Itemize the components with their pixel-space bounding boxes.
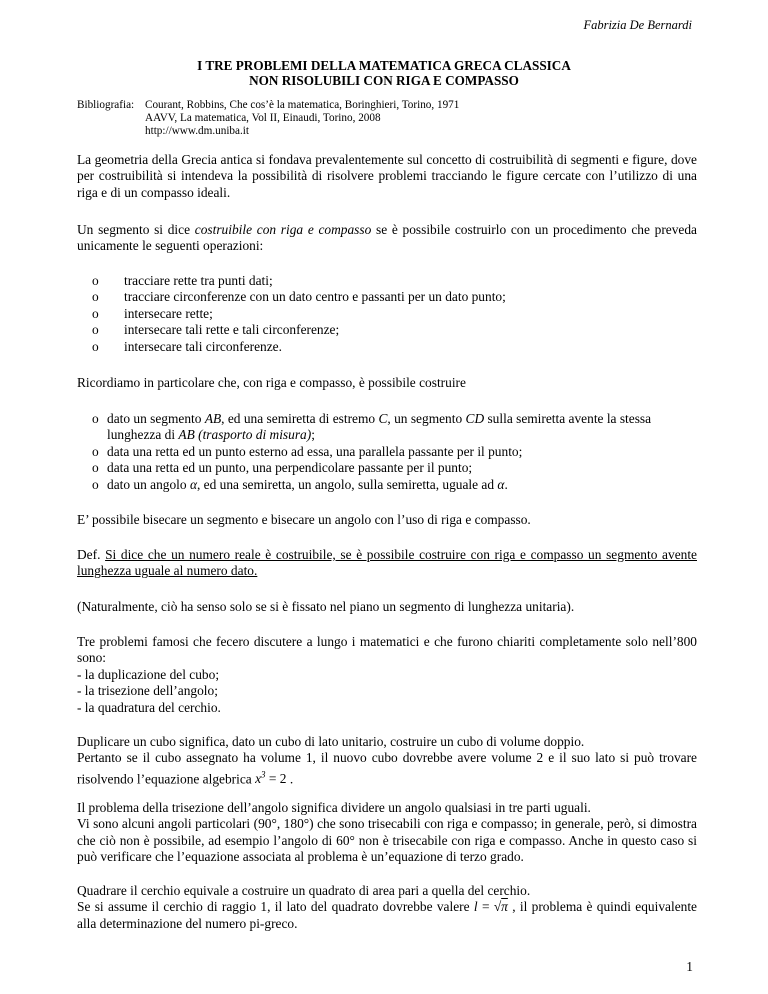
list-item	[77, 273, 697, 289]
cube-equation	[255, 771, 286, 786]
text-span: dato un segmento	[107, 411, 205, 426]
trisection-line: Il problema della trisezione dell’angolo significa dividere un angolo qualsiasi in tre parti uguali.	[77, 800, 591, 815]
bibliography-link[interactable]: http://www.dm.uniba.it	[145, 125, 249, 137]
italic-term: costruibile con riga e compasso	[194, 222, 372, 237]
text-span: .	[504, 476, 508, 492]
bibliography-label: Bibliografia:	[77, 99, 135, 111]
text-span: , ed una semiretta di estremo	[221, 411, 379, 426]
list-item	[77, 444, 697, 460]
intro-paragraph: La geometria della Grecia antica si fondava prevalentemente sul concetto di costruibilità di segmenti e figure, dove per costruibilità si intendeva la possibilità di risolvere problemi tracciando le figure cercate con l’utilizzo di una riga e di un compasso ideali.	[77, 152, 697, 200]
text-span: dato un angolo	[107, 476, 190, 492]
equation-rest: = 2	[265, 771, 287, 787]
bibliography-entry: Courant, Robbins, Che cos’è la matematica, Boringhieri, Torino, 1971	[145, 99, 460, 111]
sqrt-icon: √	[493, 899, 502, 915]
list-item-text: data una retta ed un punto esterno ad essa, una parallela passante per il punto;	[107, 443, 523, 459]
text-span: , un segmento	[387, 411, 466, 426]
bullet-icon: o	[92, 411, 99, 426]
list-item	[77, 411, 697, 444]
alpha-symbol: α	[189, 476, 197, 492]
problem-item: - la quadratura del cerchio.	[77, 699, 221, 715]
list-item-text: tracciare rette tra punti dati;	[124, 273, 273, 288]
bullet-icon: o	[92, 460, 99, 476]
list-item-text: intersecare tali circonferenze.	[124, 338, 282, 354]
problem-item: - la trisezione dell’angolo;	[77, 683, 218, 699]
list-item	[77, 289, 697, 305]
list-item	[77, 460, 697, 476]
text-span: ;	[311, 427, 315, 443]
bisect-paragraph: E’ possibile bisecare un segmento e bisecare un angolo con l’uso di riga e compasso.	[77, 512, 531, 527]
recall-paragraph: Ricordiamo in particolare che, con riga e compasso, è possibile costruire	[77, 375, 466, 390]
list-item-text: data una retta ed un punto, una perpendicolare passante per il punto;	[107, 460, 473, 476]
title-line-2: NON RISOLUBILI CON RIGA E COMPASSO	[249, 73, 519, 88]
text-span: .	[286, 771, 294, 787]
list-item	[77, 306, 697, 322]
bibliography	[77, 99, 459, 138]
italic-term: (trasporto di misura)	[198, 427, 312, 443]
segment-label: CD	[465, 411, 485, 426]
note-paragraph: (Naturalmente, ciò ha senso solo se si è fissato nel piano un segmento di lunghezza unitaria).	[77, 599, 575, 614]
list-item-text: intersecare tali rette e tali circonferenze;	[124, 322, 340, 338]
quadrature-line: Quadrare il cerchio equivale a costruire un quadrato di area pari a quella del cerchio.	[77, 883, 531, 898]
page-number: 1	[686, 959, 693, 974]
definition-prefix: Def.	[77, 547, 106, 562]
variable-l: l	[473, 899, 478, 915]
document-title	[0, 58, 768, 88]
operations-list	[77, 273, 697, 355]
title-line-1: I TRE PROBLEMI DELLA MATEMATICA GRECA CLASSICA	[197, 58, 571, 73]
bullet-icon: o	[92, 305, 99, 321]
constructions-list	[77, 411, 697, 493]
cube-line: Duplicare un cubo significa, dato un cubo di lato unitario, costruire un cubo di volume doppio.	[77, 734, 585, 749]
author-header: Fabrizia De Bernardi	[583, 18, 692, 32]
text-span: Un segmento si dice	[77, 222, 195, 237]
definition-text: Si dice che un numero reale è costruibile, se è possibile costruire con riga e compasso un segmento avente lunghezza uguale al numero dato.	[77, 547, 697, 579]
bullet-icon: o	[92, 322, 99, 338]
list-item	[77, 477, 697, 493]
point-label: C	[378, 411, 388, 426]
exponent: 3	[261, 769, 266, 780]
bullet-icon: o	[92, 338, 99, 354]
cube-paragraph	[77, 734, 697, 788]
problem-item: - la duplicazione del cubo;	[77, 666, 220, 682]
pi-symbol: π	[501, 899, 508, 915]
bullet-icon: o	[92, 289, 99, 305]
list-item-text: intersecare rette;	[124, 305, 213, 321]
text-span: , ed una semiretta, un angolo, sulla semiretta, uguale ad	[196, 476, 498, 492]
trisection-paragraph	[77, 800, 697, 866]
quadrature-paragraph	[77, 883, 697, 932]
equals-sign: =	[477, 899, 494, 915]
bullet-icon: o	[92, 443, 99, 459]
segment-label: AB	[204, 411, 222, 426]
bullet-icon: o	[92, 273, 99, 288]
problems-paragraph	[77, 634, 697, 716]
segment-definition-paragraph	[77, 222, 697, 255]
list-item	[77, 322, 697, 338]
segment-label: AB	[178, 427, 195, 443]
variable-x: x	[255, 771, 262, 787]
alpha-symbol: α	[497, 476, 505, 492]
text-span: sulla semiretta avente la stessa lunghezza di	[107, 411, 652, 443]
text-span: Pertanto se il cubo assegnato ha volume 1, il nuovo cubo dovrebbe avere volume 2 e il suo lato si può trovare risolvendo l’equazione algebrica	[77, 750, 697, 787]
problems-intro: Tre problemi famosi che fecero discutere a lungo i matematici e che furono chiariti completamente solo nell’800 sono:	[77, 634, 697, 666]
list-item-text: tracciare circonferenze con un dato centro e passanti per un dato punto;	[124, 289, 506, 305]
trisection-line: Vi sono alcuni angoli particolari (90°, 180°) che sono trisecabili con riga e compasso; in generale, però, si dimostra che ciò non è possibile, ad esempio l’angolo di 60° non è trisecabile con riga e compasso. Anche in questo caso si può verificare che l’equazione associata al problema è un’equazione di terzo grado.	[77, 816, 697, 865]
bullet-icon: o	[92, 476, 99, 492]
definition-paragraph	[77, 547, 697, 580]
text-span: , il problema è quindi equivalente alla determinazione del numero pi-greco.	[77, 899, 698, 931]
list-item	[77, 339, 697, 355]
bibliography-entry: AAVV, La matematica, Vol II, Einaudi, Torino, 2008	[145, 112, 381, 124]
text-span: Se si assume il cerchio di raggio 1, il lato del quadrato dovrebbe valere	[77, 899, 474, 915]
text-span: se è possibile costruirlo con un procedimento che preveda unicamente le seguenti operazioni:	[77, 222, 698, 254]
